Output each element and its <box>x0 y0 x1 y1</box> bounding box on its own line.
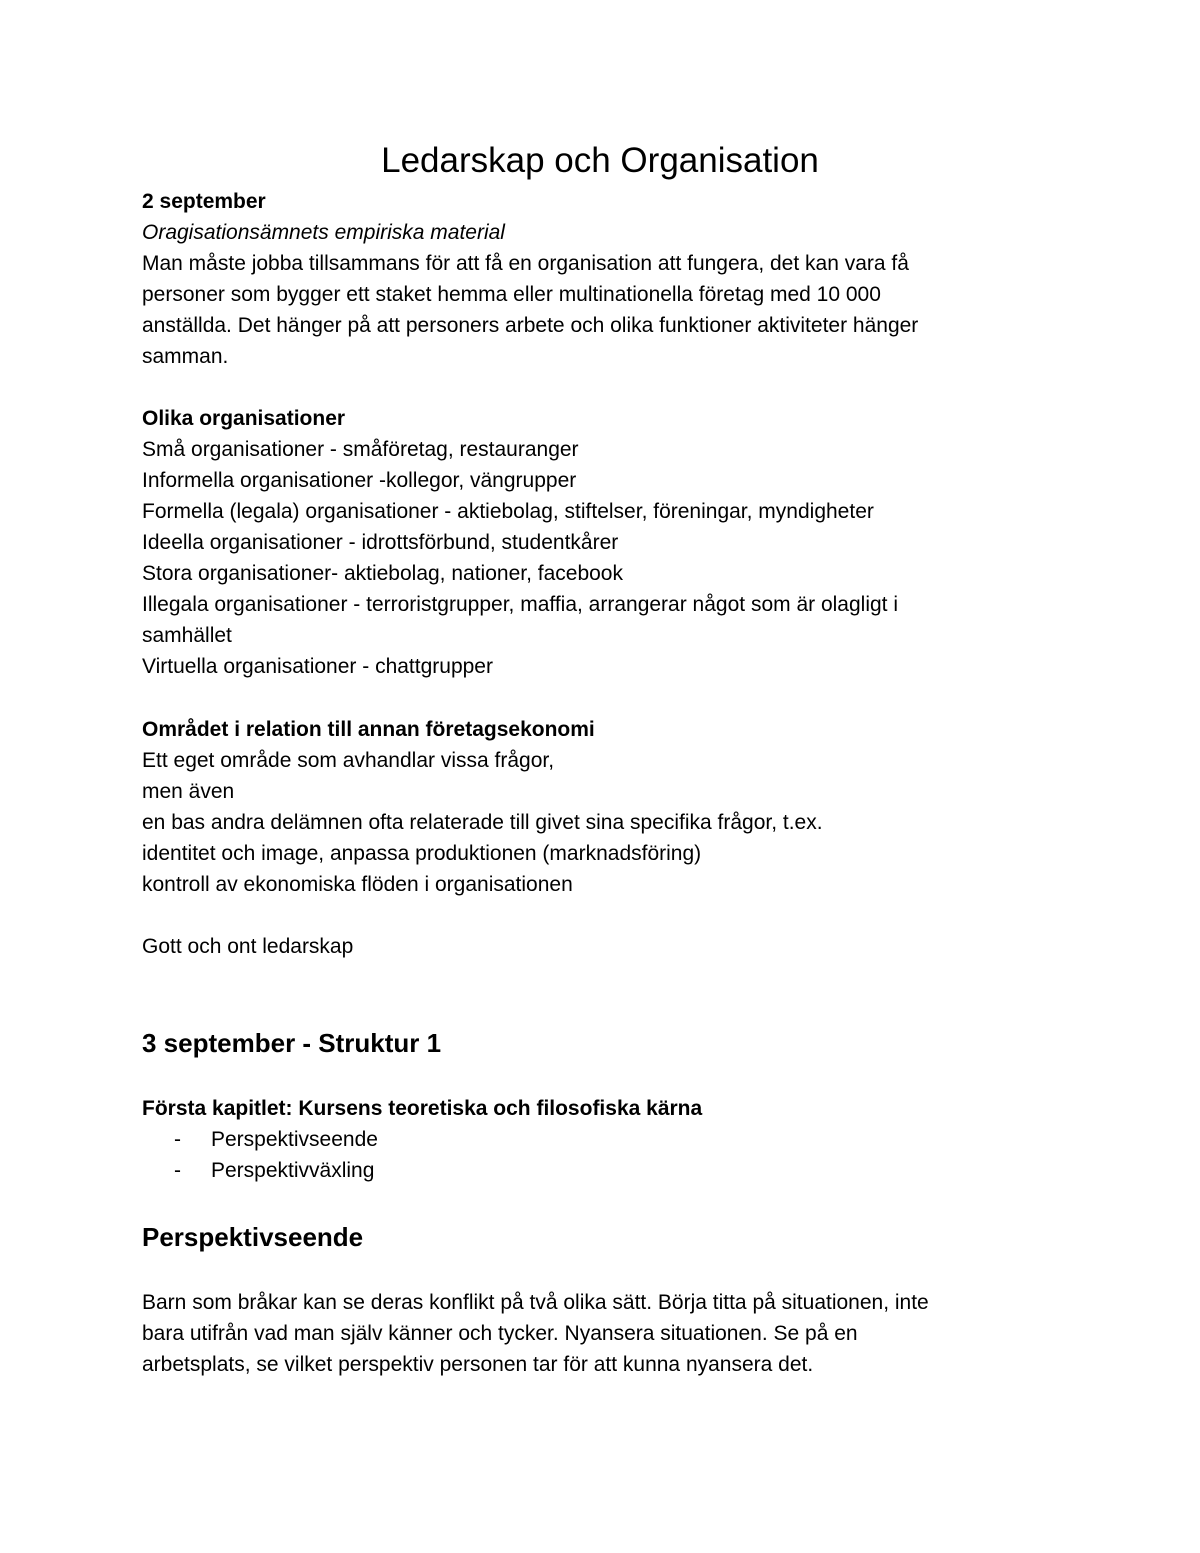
bullet-item: Perspektivseende <box>211 1128 378 1151</box>
paragraph-line: personer som bygger ett staket hemma eller multinationella företag med 10 000 <box>142 283 881 306</box>
area-line: kontroll av ekonomiska flöden i organisationen <box>142 873 573 896</box>
date-heading: 2 september <box>142 190 266 213</box>
paragraph-line: bara utifrån vad man själv känner och tycker. Nyansera situationen. Se på en <box>142 1322 858 1345</box>
org-line: Ideella organisationer - idrottsförbund, studentkårer <box>142 531 619 554</box>
org-line: Informella organisationer -kollegor, vängrupper <box>142 469 577 492</box>
bullet-marker: - <box>174 1128 181 1151</box>
area-heading: Området i relation till annan företagsekonomi <box>142 718 595 741</box>
paragraph-line: anställda. Det hänger på att personers arbete och olika funktioner aktiviteter hänger <box>142 314 919 337</box>
area-line: men även <box>142 780 235 803</box>
paragraph-line: Barn som bråkar kan se deras konflikt på två olika sätt. Börja titta på situationen, inte <box>142 1291 929 1314</box>
chapter-heading: Första kapitlet: Kursens teoretiska och filosofiska kärna <box>142 1097 703 1120</box>
paragraph-line: arbetsplats, se vilket perspektiv personen tar för att kunna nyansera det. <box>142 1353 814 1376</box>
bullet-marker: - <box>174 1159 181 1182</box>
bullet-item: Perspektivväxling <box>211 1159 375 1182</box>
section-heading: Perspektivseende <box>142 1222 364 1252</box>
org-line: samhället <box>142 624 232 647</box>
paragraph-line: samman. <box>142 345 229 368</box>
org-line: Formella (legala) organisationer - aktiebolag, stiftelser, föreningar, myndigheter <box>142 500 874 523</box>
area-line: Ett eget område som avhandlar vissa frågor, <box>142 749 555 772</box>
org-line: Små organisationer - småföretag, restauranger <box>142 438 579 461</box>
paragraph-line: Man måste jobba tillsammans för att få en organisation att fungera, det kan vara få <box>142 252 909 275</box>
closing-line: Gott och ont ledarskap <box>142 935 354 958</box>
section-heading: 3 september - Struktur 1 <box>142 1028 442 1058</box>
org-line: Illegala organisationer - terroristgrupper, maffia, arrangerar något som är olagligt i <box>142 593 898 616</box>
document-title: Ledarskap och Organisation <box>381 141 819 180</box>
org-heading: Olika organisationer <box>142 407 346 430</box>
org-line: Virtuella organisationer - chattgrupper <box>142 655 493 678</box>
subtitle: Oragisationsämnets empiriska material <box>142 221 505 244</box>
area-line: en bas andra delämnen ofta relaterade till givet sina specifika frågor, t.ex. <box>142 811 823 834</box>
org-line: Stora organisationer- aktiebolag, nationer, facebook <box>142 562 623 585</box>
area-line: identitet och image, anpassa produktionen (marknadsföring) <box>142 842 702 865</box>
